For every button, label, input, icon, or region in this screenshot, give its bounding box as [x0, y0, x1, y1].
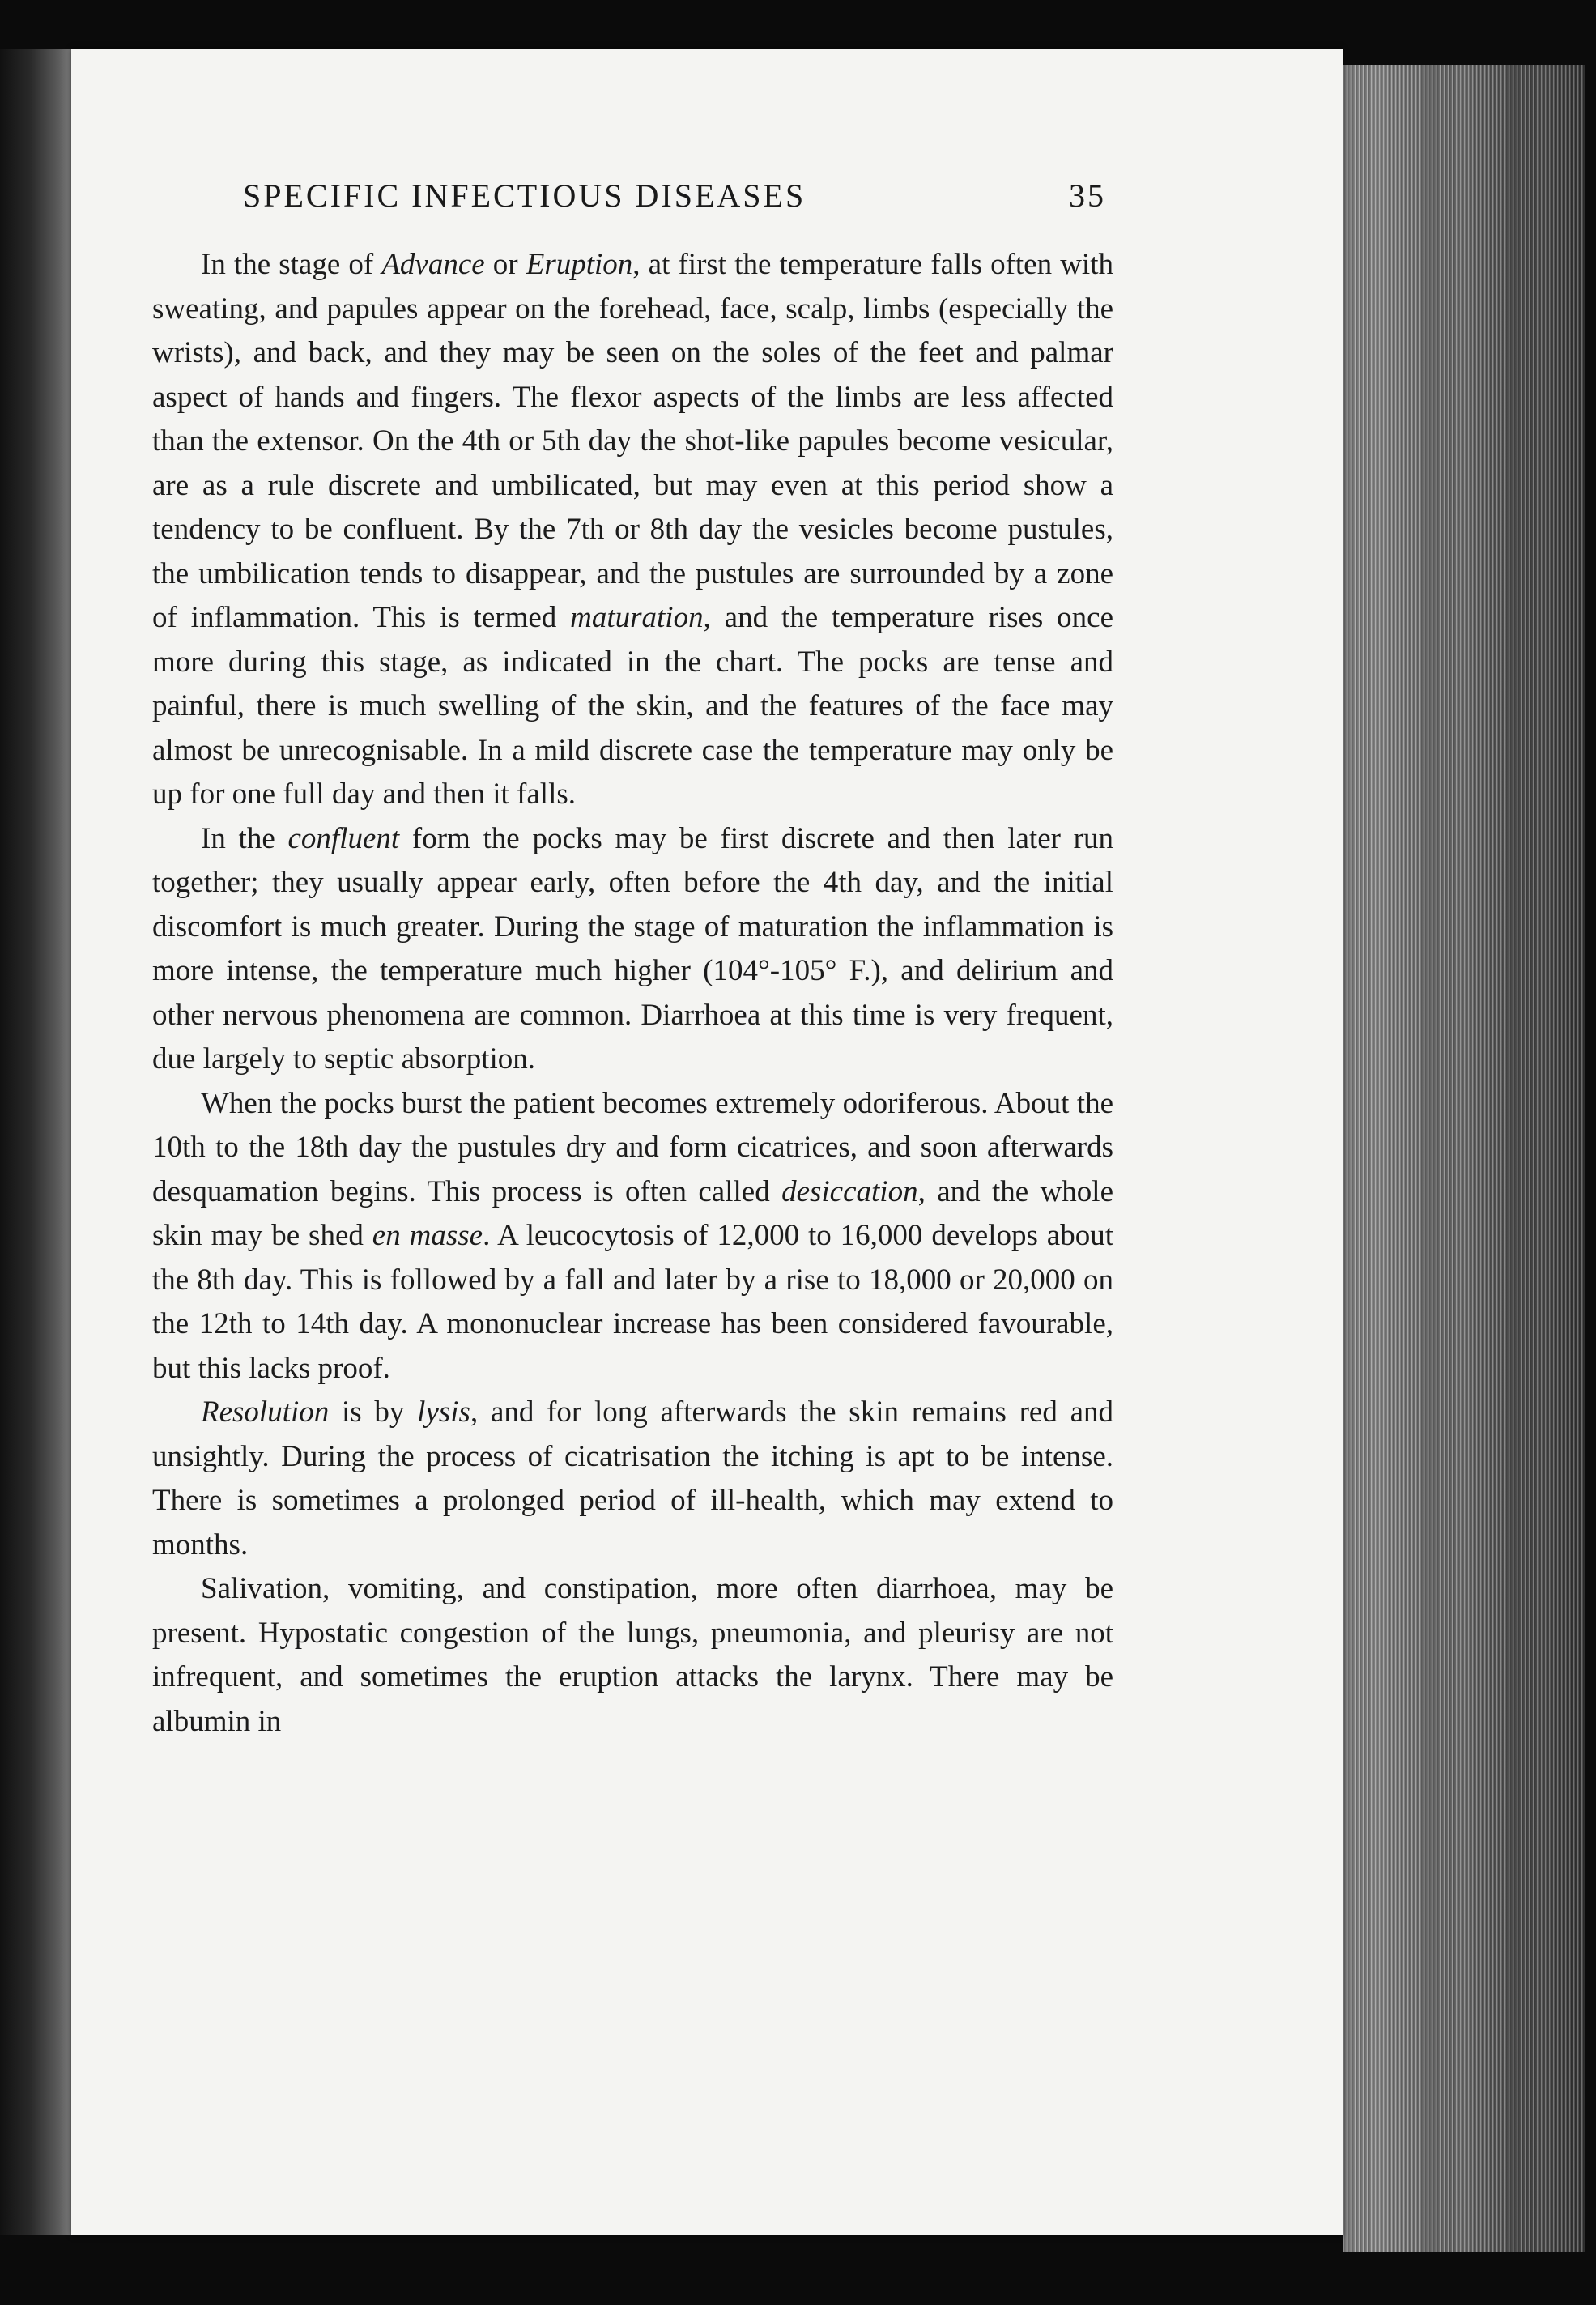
- italic-term: Advance: [381, 248, 485, 281]
- text-run: In the: [201, 821, 288, 855]
- book-gutter-edge: [0, 49, 77, 2235]
- text-run: When the pocks burst the patient becomes extremely odoriferous. About the 10th to the 18th day the pustules dry and form cicatrices, and soon afterwards desquamation begins. This process is often called: [152, 1086, 1113, 1208]
- italic-term: Resolution: [201, 1395, 330, 1429]
- page-stack-edge: [1343, 65, 1585, 2252]
- italic-term: desiccation: [781, 1174, 918, 1208]
- text-run: . A leucocytosis of 12,000 to 16,000 develops about the 8th day. This is followed by a fall and later by a rise to 18,000 or 20,000 on the 12th to 14th day. A mononuclear increase has been considered favourable, but this lacks proof.: [152, 1219, 1113, 1385]
- text-run: , and the temperature rises once more during this stage, as indicated in the chart. The pocks are tense and painful, there is much swelling of the skin, and the features of the face may almost be unrecognisable. In a mild discrete case the temperature may only be up for one full day and then it falls.: [152, 601, 1113, 811]
- text-run: , and the whole skin may be shed: [152, 1174, 1114, 1252]
- text-run: Salivation, vomiting, and constipation, more often diarrhoea, may be present. Hypostatic congestion of the lungs, pneumonia, and pleurisy are not infrequent, and sometimes the eruption attacks the larynx. There may be albumin in: [152, 1572, 1113, 1738]
- italic-term: maturation: [570, 601, 704, 634]
- italic-term: Eruption: [526, 248, 633, 281]
- text-run: or: [484, 248, 526, 281]
- body-text: [152, 243, 1113, 1744]
- page-number: 35: [1069, 177, 1106, 214]
- running-head-title: SPECIFIC INFECTIOUS DISEASES: [243, 177, 807, 214]
- paragraph: [152, 817, 1113, 1082]
- text-run: , and for long afterwards the skin remains red and unsightly. During the process of cicatrisation the itching is apt to be intense. There is sometimes a prolonged period of ill-health, which may extend to months.: [152, 1395, 1113, 1562]
- italic-term: en masse: [372, 1219, 483, 1252]
- italic-term: confluent: [287, 821, 400, 855]
- paragraph: [152, 1391, 1113, 1567]
- text-run: is by: [329, 1395, 418, 1429]
- text-run: In the stage of: [201, 248, 382, 281]
- paragraph: [152, 243, 1113, 817]
- text-run: form the pocks may be first discrete and then later run together; they usually appear early, often before the 4th day, and the initial discomfort is much greater. During the stage of maturation the inflammation is more intense, the temperature much higher (104°-105° F.), and delirium and other nervous phenomena are common. Diarrhoea at this time is very frequent, due largely to septic absorption.: [152, 821, 1113, 1076]
- paragraph: [152, 1567, 1113, 1744]
- italic-term: lysis: [417, 1395, 470, 1429]
- text-run: , at first the temperature falls often with sweating, and papules appear on the forehead, face, scalp, limbs (especially the wrists), and back, and they may be seen on the soles of the feet and palmar aspect of hands and fingers. The flexor aspects of the limbs are less affected than the extensor. On the 4th or 5th day the shot-like papules become vesicular, are as a rule discrete and umbilicated, but may even at this period show a tendency to be confluent. By the 7th or 8th day the vesicles become pustules, the umbilication tends to disappear, and the pustules are surrounded by a zone of inflammation. This is termed: [152, 248, 1113, 634]
- paragraph: [152, 1082, 1113, 1391]
